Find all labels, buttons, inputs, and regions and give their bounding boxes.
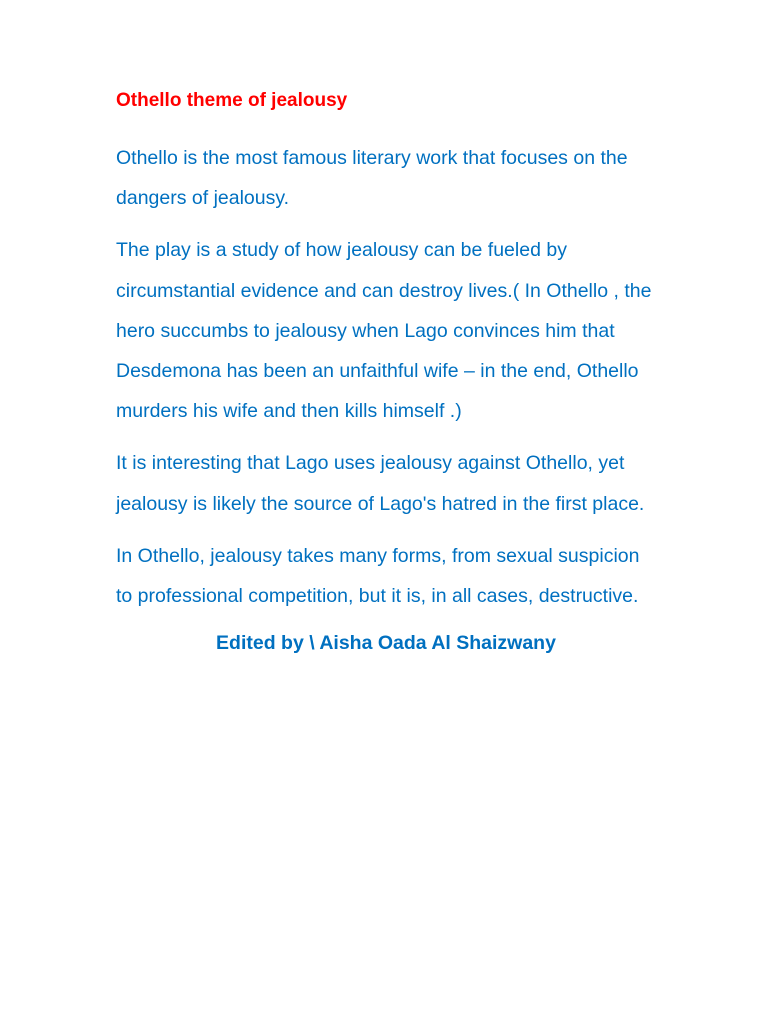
document-title: Othello theme of jealousy: [116, 90, 348, 111]
editor-credit: Edited by \ Aisha Oada Al Shaizwany: [216, 632, 556, 655]
paragraph-lago: It is interesting that Lago uses jealousy against Othello, yet jealousy is likely the source of Lago's hatred in the first place.: [116, 452, 645, 515]
paragraph-study: The play is a study of how jealousy can be fueled by circumstantial evidence and can destroy lives.( In Othello , the hero succumbs to jealousy when Lago convinces him that Desdemona has been an unfaithful wife – in the end, Othello murders his wife and then kills himself .): [116, 239, 652, 423]
paragraph-forms: In Othello, jealousy takes many forms, from sexual suspicion to professional competition, but it is, in all cases, destructive.: [116, 544, 640, 608]
document-body: [116, 86, 656, 658]
paragraph-intro: Othello is the most famous literary work that focuses on the dangers of jealousy.: [116, 147, 628, 210]
